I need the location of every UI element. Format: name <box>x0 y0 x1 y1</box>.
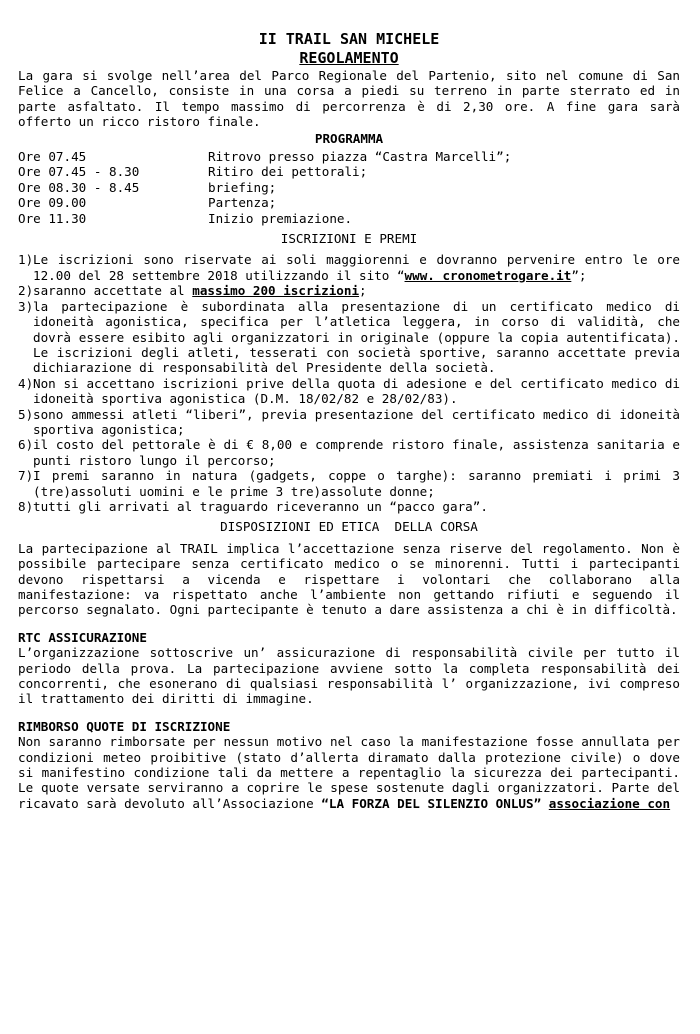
programma-time: Ore 08.30 - 8.45 <box>18 179 140 195</box>
item-text: il costo del pettorale è di € 8,00 e comprende ristoro finale, assistenza sanitaria e punti ristoro lungo il percorso; <box>33 437 680 468</box>
assicurazione-paragraph: L’organizzazione sottoscrive un’ assicurazione di responsabilità civile per tutto il periodo della prova. La partecipazione avviene sotto la completa responsabilità dei concorrenti, che esonerano di qualsiasi responsabilità l’ organizzazione, ivi compreso il trattamento dei diritti di immagine. <box>18 645 680 707</box>
item-text-end: ”; <box>571 267 587 283</box>
programma-row <box>18 164 511 179</box>
item-number: 2) <box>18 283 34 299</box>
document-title: II TRAIL SAN MICHELE <box>258 30 440 48</box>
item-number: 5) <box>18 406 34 422</box>
item-text-end: ; <box>359 283 367 299</box>
rimborso-text: Non saranno rimborsate per nessun motivo nel caso la manifestazione fosse annullata per condizioni meteo proibitive (stato d’allerta diramato dalla protezione civile) o dove si manifestino condizione tali da mettere a repentaglio la sicurezza dei partecipanti. Le quote versate serviranno a coprire le spese sostenute dagli organizzatori. Parte del ricavato sarà devoluto all’Associazione <box>18 734 680 811</box>
item-text: Non si accettano iscrizioni prive della quota di adesione e del certificato medico di idoneità sportiva agonistica (D.M. 18/02/82 e 28/02/83). <box>33 375 680 407</box>
document-page <box>18 30 680 811</box>
programma-table <box>18 149 511 226</box>
programma-event: Inizio premiazione. <box>208 210 353 226</box>
programma-row <box>18 211 511 226</box>
item-emphasis: massimo 200 iscrizioni <box>192 283 360 299</box>
item-text: saranno accettate al <box>33 283 193 299</box>
programma-event: Ritiro dei pettorali; <box>208 164 368 180</box>
programma-time: Ore 09.00 <box>18 195 87 211</box>
item-number: 4) <box>18 375 34 391</box>
organization-name: “LA FORZA DEL SILENZIO ONLUS” <box>321 795 542 811</box>
disposizioni-paragraph: La partecipazione al TRAIL implica l’accettazione senza riserve del regolamento. Non è possibile partecipare senza certificato medico o se minorenni. Tutti i partecipanti devono rispettarsi a vicenda e rispettare i volontari che collaborano alla manifestazione: va rispettato anche l’ambiente non gettando rifiuti e seguendo il percorso segnalato. Ogni partecipante è tenuto a dare assistenza a chi è in difficoltà. <box>18 540 680 618</box>
item-text: I premi saranno in natura (gadgets, coppe o targhe): saranno premiati i primi 3 (tre)assoluti uomini e le prime 3 tre)assolute donne; <box>33 468 680 499</box>
disposizioni-heading: DISPOSIZIONI ED ETICA DELLA CORSA <box>220 519 478 535</box>
programma-row <box>18 180 511 195</box>
programma-time: Ore 07.45 <box>18 149 87 165</box>
item-text: Le iscrizioni sono riservate ai soli maggiorenni e dovranno pervenire entro le ore 12.00 del 28 settembre 2018 utilizzando il sito “ <box>33 252 680 283</box>
list-item <box>18 376 680 407</box>
rimborso-tail: associazione con <box>548 795 671 811</box>
programma-time: Ore 11.30 <box>18 210 87 226</box>
iscrizioni-heading: ISCRIZIONI E PREMI <box>280 231 418 247</box>
item-text: tutti gli arrivati al traguardo riceveranno un “pacco gara”. <box>33 498 488 514</box>
list-item <box>18 499 680 514</box>
rimborso-paragraph <box>18 734 680 811</box>
list-item <box>18 283 680 298</box>
list-item <box>18 299 680 376</box>
intro-paragraph: La gara si svolge nell’area del Parco Regionale del Partenio, sito nel comune di San Felice a Cancello, consiste in una corsa a piedi su terreno in parte sterrato ed in parte asfaltato. Il tempo massimo di percorrenza è di 2,30 ore. A fine gara sarà offerto un ricco ristoro finale. <box>18 68 680 130</box>
programma-heading: PROGRAMMA <box>314 130 384 146</box>
rimborso-heading: RIMBORSO QUOTE DI ISCRIZIONE <box>18 718 231 734</box>
programma-event: briefing; <box>208 179 277 195</box>
item-number: 8) <box>18 498 34 514</box>
website-link[interactable]: www. cronometrogare.it <box>404 267 572 283</box>
list-item <box>18 407 680 438</box>
list-item <box>18 468 680 499</box>
programma-event: Ritrovo presso piazza “Castra Marcelli”; <box>208 149 512 165</box>
document-subtitle: REGOLAMENTO <box>299 49 399 67</box>
item-number: 3) <box>18 298 34 314</box>
programma-row <box>18 195 511 210</box>
item-number: 6) <box>18 437 34 453</box>
programma-event: Partenza; <box>208 195 277 211</box>
item-number: 1) <box>18 252 34 268</box>
item-text: la partecipazione è subordinata alla presentazione di un certificato medico di idoneità agonistica, specifica per l’atletica leggera, in corso di validità, che dovrà essere esibito agli organizzatori in originale (oppure la copia autentificata). Le iscrizioni degli atleti, tesserati con società sportive, saranno accettate previa dichiarazione di responsabilità del Presidente della società. <box>33 298 680 376</box>
assicurazione-heading: RTC ASSICURAZIONE <box>18 629 147 645</box>
list-item <box>18 252 680 283</box>
item-number: 7) <box>18 468 34 484</box>
list-item <box>18 437 680 468</box>
programma-row <box>18 149 511 164</box>
programma-time: Ore 07.45 - 8.30 <box>18 164 140 180</box>
iscrizioni-list <box>18 252 680 514</box>
item-text: sono ammessi atleti “liberi”, previa presentazione del certificato medico di idoneità sportiva agonistica; <box>33 406 680 437</box>
